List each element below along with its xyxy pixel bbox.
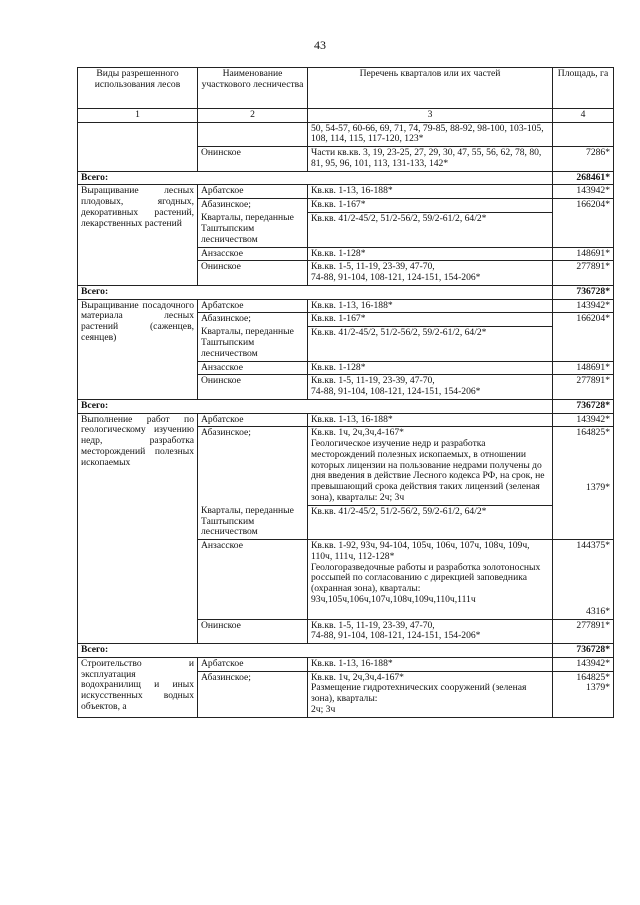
forestry-cell: Арбатское [198,299,308,313]
quarters-cell: Кв.кв. 1-13, 16-188* [308,657,553,671]
quarters-cell: Кв.кв. 1-128* [308,361,553,375]
forestry-cell: Арбатское [198,413,308,427]
total-row [78,285,614,299]
quarters-cell: Кв.кв. 41/2-45/2, 51/2-56/2, 59/2-61/2, 64/2* [308,212,553,247]
forest-use-table [77,67,614,718]
quarters-note: Размещение гидротехнических сооружений (зеленая зона), кварталы: [311,682,527,705]
area-value: 1379* [586,482,610,494]
quarters-cell [308,427,553,505]
total-label: Всего: [78,644,553,658]
quarters-line: 2ч; 3ч [311,703,336,715]
quarters-cell: Части кв.кв. 3, 19, 23-25, 27, 29, 30, 47, 55, 56, 62, 78, 80, 81, 95, 96, 101, 113, 131-133, 142* [308,147,553,171]
total-row [78,171,614,185]
forestry-cell: Арбатское [198,185,308,199]
forestry-cell: Кварталы, переданные Таштыпским лесничеством [198,505,308,540]
quarters-line: Кв.кв. 1ч, 2ч,3ч,4-167* [311,671,404,683]
forestry-cell: Абазинское; [198,313,308,327]
quarters-line: 74-88, 91-104, 108-121, 124-151, 154-206* [311,272,481,284]
quarters-line: 74-88, 91-104, 108-121, 124-151, 154-206* [311,386,481,398]
forestry-cell: Абазинское; [198,427,308,505]
area-cell: 143942* [553,657,614,671]
use-type-cell: Выполнение работ по геологическому изучению недр, разработка месторождений полезных ископаемых [78,413,198,644]
table-row [78,413,614,427]
area-cell: 166204* [553,199,614,247]
quarters-line: Кв.кв. 1-5, 11-19, 23-39, 47-70, [311,619,435,631]
quarters-line: Кв.кв. 1-92, 93ч, 94-104, 105ч, 106ч, 107ч, 108ч, 109ч, 110ч, 111ч, 112-128* [311,540,530,562]
header-forestry-name: Наименование участкового лесничества [198,68,308,109]
area-value: 1379* [586,682,610,694]
area-value: 164825* [576,427,610,439]
area-cell: 143942* [553,413,614,427]
quarters-cell: Кв.кв. 1-167* [308,199,553,213]
area-cell: 7286* [553,147,614,171]
quarters-note: Геологическое изучение недр и разработка месторождений полезных ископаемых, в отношении которых лицензии на пользование недрами получены до дня введения в действие Лесного кодекса РФ, на срок, не превышающий срока действия таких лицензий (зеленая зона), кварталы: 2ч; 3ч [311,438,545,503]
forestry-cell: Онинское [198,619,308,643]
table-row [78,185,614,199]
quarters-line: 93ч,105ч,106ч,107ч,108ч,109ч,110ч,111ч [311,593,476,605]
quarters-cell: Кв.кв. 1-13, 16-188* [308,413,553,427]
area-value: 144375* [576,540,610,552]
quarters-cell [308,261,553,285]
quarters-cell: Кв.кв. 41/2-45/2, 51/2-56/2, 59/2-61/2, 64/2* [308,505,553,540]
table-row [78,657,614,671]
quarters-cell: 50, 54-57, 60-66, 69, 71, 74, 79-85, 88-92, 98-100, 103-105, 108, 114, 115, 117-120, 123* [308,122,553,146]
forestry-cell: Абазинское; [198,199,308,213]
area-cell: 148691* [553,247,614,261]
quarters-cell: Кв.кв. 1-13, 16-188* [308,185,553,199]
total-label: Всего: [78,171,553,185]
total-value: 736728* [553,285,614,299]
column-number: 1 [78,109,198,123]
quarters-cell [308,671,553,717]
total-label: Всего: [78,399,553,413]
use-type-cell: Выращивание лесных плодовых, ягодных, декоративных растений, лекарственных растений [78,185,198,285]
use-type-cell [78,122,198,171]
column-number: 4 [553,109,614,123]
quarters-note: Геологоразведочные работы и разработка золотоносных россыпей по согласованию с дирекцией заповедника (охранная зона), кварталы: [311,561,541,595]
total-row [78,644,614,658]
area-cell [553,671,614,717]
header-area: Площадь, га [553,68,614,109]
use-type-cell: Строительство и эксплуатация водохранилищ и иных искусственных водных объектов, а [78,657,198,717]
area-cell: 148691* [553,361,614,375]
total-row [78,399,614,413]
column-number: 3 [308,109,553,123]
area-cell: 277891* [553,261,614,285]
header-use-type: Виды разрешенного использования лесов [78,68,198,109]
quarters-cell: Кв.кв. 1-128* [308,247,553,261]
area-value: 164825* [576,671,610,683]
quarters-line: Кв.кв. 1-5, 11-19, 23-39, 47-70, [311,261,435,273]
table-row [78,122,614,146]
area-cell [553,427,614,540]
forestry-cell: Анзасское [198,247,308,261]
use-type-cell: Выращивание посадочного материала лесных растений (саженцев, сеянцев) [78,299,198,399]
area-cell [553,540,614,619]
total-value: 268461* [553,171,614,185]
quarters-cell: Кв.кв. 1-13, 16-188* [308,299,553,313]
page-number: 43 [314,38,326,52]
quarters-line: Кв.кв. 1ч, 2ч,3ч,4-167* [311,427,404,439]
column-number-row [78,109,614,123]
area-cell: 277891* [553,375,614,399]
forestry-cell: Кварталы, переданные Таштыпским лесничеством [198,212,308,247]
column-number: 2 [198,109,308,123]
forestry-cell: Онинское [198,261,308,285]
total-value: 736728* [553,644,614,658]
forestry-cell: Абазинское; [198,671,308,717]
forestry-cell: Арбатское [198,657,308,671]
table-row [78,299,614,313]
area-cell: 166204* [553,313,614,361]
total-label: Всего: [78,285,553,299]
area-cell: 143942* [553,299,614,313]
quarters-cell: Кв.кв. 1-167* [308,313,553,327]
forestry-cell: Кварталы, переданные Таштыпским лесничеством [198,326,308,361]
forestry-cell [198,122,308,146]
quarters-cell [308,619,553,643]
quarters-cell [308,375,553,399]
quarters-cell: Кв.кв. 41/2-45/2, 51/2-56/2, 59/2-61/2, 64/2* [308,326,553,361]
quarters-line: 74-88, 91-104, 108-121, 124-151, 154-206* [311,630,481,642]
quarters-line: Кв.кв. 1-5, 11-19, 23-39, 47-70, [311,375,435,387]
header-quarters-list: Перечень кварталов или их частей [308,68,553,109]
forestry-cell: Онинское [198,375,308,399]
area-cell: 143942* [553,185,614,199]
forestry-cell: Онинское [198,147,308,171]
quarters-cell [308,540,553,619]
forestry-cell: Анзасское [198,540,308,619]
area-cell [553,122,614,146]
total-value: 736728* [553,399,614,413]
table-header-row [78,68,614,109]
area-value: 4316* [586,605,610,617]
area-cell: 277891* [553,619,614,643]
forestry-cell: Анзасское [198,361,308,375]
